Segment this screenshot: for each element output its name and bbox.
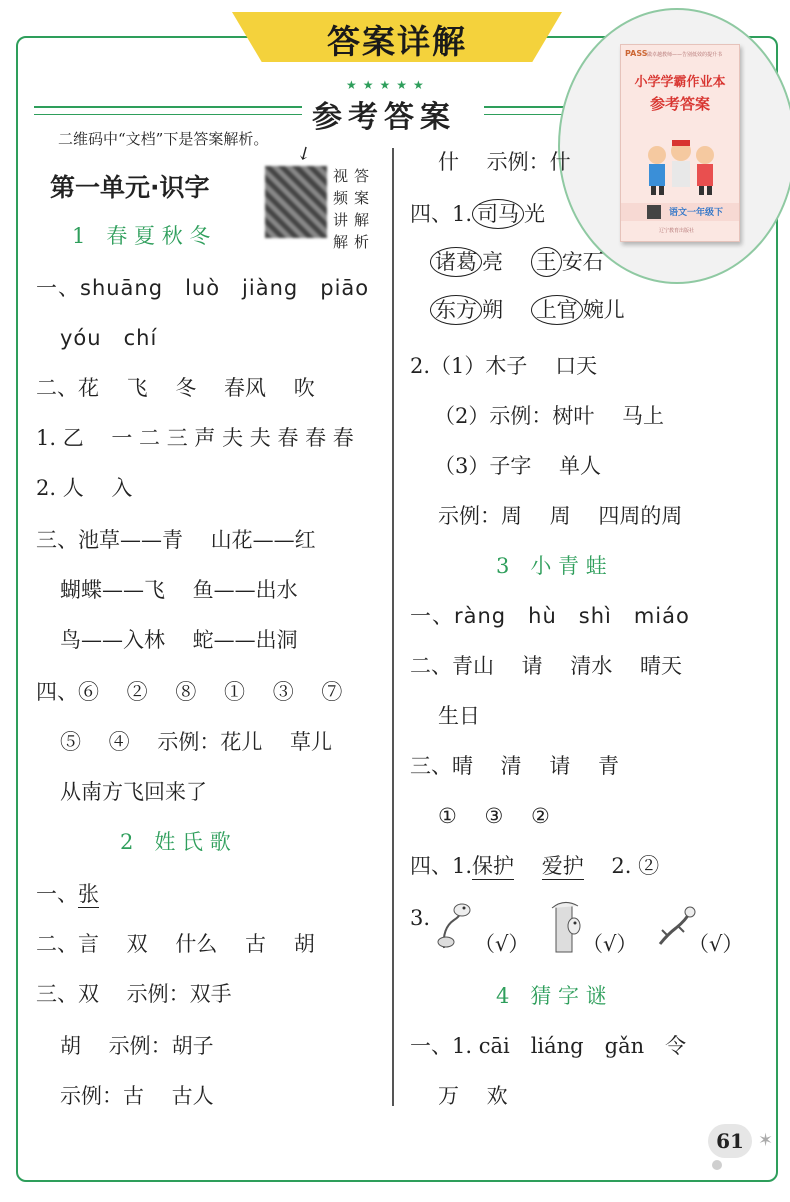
cartoon-kids-icon [641,137,721,197]
l2-q1-answer: 张 [78,882,99,906]
r-q4-circled-1: 司马 [472,199,524,229]
bird-on-tree-icon [548,896,584,954]
r-q2-3: （3）子字 单人 [434,454,602,478]
lesson-2-title: 2 姓 氏 歌 [120,830,231,854]
r-q4-line2 [430,246,604,277]
r-q4-prefix: 四、1. [410,202,473,226]
book-grade: 语文一年级下 [669,208,724,218]
qr-caption-answer: 答案解析 [354,167,370,251]
l3-q4 [410,850,659,880]
l2-q1-prefix: 一、 [36,882,78,906]
hint-arrow-icon: ↙ [292,140,317,167]
r-q2-1: 2.（1）木子 口天 [410,354,598,378]
frog-on-plant-icon [434,898,478,952]
r-q4-line3 [430,294,625,325]
r-q4-tail-3: 安石 [561,250,604,274]
l4-q1-line2: 万 欢 [438,1084,508,1108]
section-title: 参考答案 [312,100,456,135]
l3-q4-part2: 2. ② [611,854,660,878]
book-qr-icon [647,205,661,219]
book-subtitle: 参考答案 [649,95,710,113]
r-q4-tail-2: 亮 [482,250,503,274]
r-q4-tail-1: 光 [524,202,546,226]
l2-q3-line3: 示例：古 古人 [60,1084,214,1108]
l3-q3-check-2: （√） [582,932,638,956]
l1-q3-line2: 蝴蝶——飞 鱼——出水 [60,578,298,602]
l1-q4-line3: 从南方飞回来了 [60,780,207,804]
banner-title: 答案详解 [327,22,467,61]
l3-q3-line1: 三、晴 清 请 青 [410,754,620,778]
l3-q4-answer-2: 爱护 [541,854,584,878]
column-divider [392,148,394,1106]
l1-q2-1: 1. 乙 ⼀ 二 三 声 夫 夫 春 春 春 [36,426,354,450]
l3-q4-answer-1: 保护 [472,854,515,878]
book-title: 小学学霸作业本 [634,75,726,90]
qr-hint: 二维码中“文档”下是答案解析。 [58,130,269,148]
page-number: 61 [708,1124,752,1158]
page-dot [712,1160,722,1170]
l3-q3-check-3: （√） [688,932,744,956]
r-q4-circled-3: 王 [531,247,562,277]
r-q2-4: 示例：周 周 四周的周 [438,504,683,528]
l3-q3-check-1: （√） [474,932,530,956]
l4-q1-line1: 一、1. cāi liáng gǎn 令 [410,1034,687,1058]
l1-q1-line2: yóu chí [60,326,158,350]
r-q4-tail-4: 朔 [482,298,503,322]
r-top-line: 什 示例：什 [438,150,571,174]
qr-caption-video: 视频讲解 [333,167,349,251]
header-stars: ★★★★★ [346,78,430,92]
l2-q3-line1: 三、双 示例：双手 [36,982,232,1006]
l1-q2-2: 2. 人 入 [36,476,133,500]
l3-q4-prefix: 四、1. [410,854,473,878]
l3-q1: 一、ràng hù shì miáo [410,604,690,628]
book-logo: PASS [625,49,648,58]
l1-q3-line3: 鸟——入林 蛇——出洞 [60,628,298,652]
l1-q4-line1: 四、⑥ ② ⑧ ① ③ ⑦ [36,680,343,704]
l3-q2-line2: 生日 [438,704,480,728]
header-rule-left [34,106,302,115]
l1-q1-line1: 一、shuāng luò jiàng piāo [36,276,370,300]
l3-q2-line1: 二、青山 请 清水 晴天 [410,654,683,678]
qr-code-icon[interactable] [265,166,327,238]
r-q4-line1 [410,198,545,229]
r-q2-2: （2）示例：树叶 马上 [434,404,665,428]
r-q4-circled-4: 东方 [430,295,482,325]
unit-title: 第一单元·识字 [50,173,210,202]
l1-q3-line1: 三、池草——青 山花——红 [36,528,316,552]
lesson-4-title: 4 猜 字 谜 [496,984,607,1008]
book-cover [620,44,740,242]
book-publisher: 辽宁教育出版社 [659,228,695,234]
l1-q2: 二、花 飞 冬 春风 吹 [36,376,315,400]
lesson-1-title: 1 春 夏 秋 冬 [72,224,211,248]
lesson-3-title: 3 小 青 蛙 [496,554,607,578]
book-tagline: 做卓越教师——告别低效的提升书 [647,52,723,58]
r-q4-tail-5: 婉儿 [582,298,625,322]
r-q4-circled-2: 诸葛 [430,247,482,277]
r-q4-circled-5: 上官 [531,295,583,325]
l3-q3-line2: ① ③ ② [438,804,550,828]
l3-q3-prefix: 3. [410,906,431,930]
l2-q2: 二、言 双 什么 古 胡 [36,932,315,956]
l2-q1 [36,878,99,908]
l2-q3-line2: 胡 示例：胡子 [60,1034,214,1058]
l1-q4-line2: ⑤ ④ 示例：花儿 草儿 [60,730,333,754]
page-mark-icon: ✶ [758,1130,774,1151]
